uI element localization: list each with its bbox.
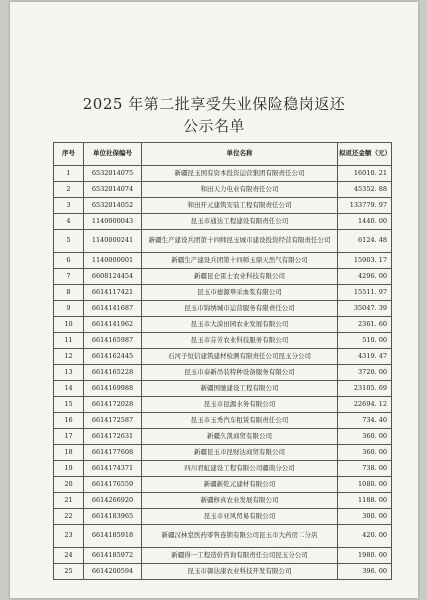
table-row [54, 548, 392, 564]
cell-code: 1140000001 [84, 253, 142, 269]
cell-code: 1140000241 [84, 230, 142, 253]
cell-name: 新疆昆玉国有资本投资运营集团有限责任公司 [142, 166, 338, 182]
cell-code: 6608124454 [84, 269, 142, 285]
table-row [54, 525, 392, 548]
cell-amount: 133779. 97 [338, 198, 392, 214]
cell-amount: 45352. 88 [338, 182, 392, 198]
cell-amount: 4319. 47 [338, 349, 392, 365]
cell-amount: 360. 00 [338, 445, 392, 461]
cell-name: 和田天力电业有限责任公司 [142, 182, 338, 198]
cell-amount: 396. 00 [338, 564, 392, 580]
cell-name: 新疆昆玉市昆财达商贸有限公司 [142, 445, 338, 461]
cell-code: 1140000043 [84, 214, 142, 230]
cell-code: 6614117421 [84, 285, 142, 301]
cell-code: 6614141687 [84, 301, 142, 317]
cell-name: 新疆久凯商贸有限公司 [142, 429, 338, 445]
table-row [54, 253, 392, 269]
cell-no: 16 [54, 413, 84, 429]
cell-amount: 1440. 00 [338, 214, 392, 230]
cell-code: 6614172631 [84, 429, 142, 445]
cell-code: 6614176559 [84, 477, 142, 493]
cell-name: 新疆国驰建设工程有限公司 [142, 381, 338, 397]
cell-no: 3 [54, 198, 84, 214]
cell-code: 6614200594 [84, 564, 142, 580]
table-row [54, 397, 392, 413]
cell-name: 昆玉市通达工程建设有限责任公司 [142, 214, 338, 230]
cell-name: 昆玉市亚风贸易有限公司 [142, 509, 338, 525]
cell-code: 6614162445 [84, 349, 142, 365]
cell-no: 5 [54, 230, 84, 253]
cell-no: 13 [54, 365, 84, 381]
column-header-name: 单位名称 [142, 143, 338, 166]
table-row [54, 429, 392, 445]
cell-amount: 16010. 21 [338, 166, 392, 182]
cell-code: 6614165228 [84, 365, 142, 381]
table-row [54, 493, 392, 509]
column-header-code: 单位社保编号 [84, 143, 142, 166]
cell-code: 6614165987 [84, 333, 142, 349]
cell-no: 21 [54, 493, 84, 509]
cell-name: 昆玉市德源畢采血浆有限公司 [142, 285, 338, 301]
cell-no: 23 [54, 525, 84, 548]
cell-code: 6532014074 [84, 182, 142, 198]
table-row [54, 317, 392, 333]
cell-amount: 300. 00 [338, 509, 392, 525]
cell-amount: 22694. 12 [338, 397, 392, 413]
table-row [54, 445, 392, 461]
table-header-row [54, 143, 392, 166]
cell-name: 新疆修真农业发展有限公司 [142, 493, 338, 509]
cell-amount: 1080. 00 [338, 477, 392, 493]
table-row [54, 182, 392, 198]
cell-name: 四川君虹建设工程有限公司疆南分公司 [142, 461, 338, 477]
cell-name: 昆玉市锦绣城市运营服务有限责任公司 [142, 301, 338, 317]
table-row [54, 413, 392, 429]
cell-no: 8 [54, 285, 84, 301]
cell-amount: 15903. 17 [338, 253, 392, 269]
cell-amount: 4296. 00 [338, 269, 392, 285]
cell-amount: 420. 00 [338, 525, 392, 548]
cell-no: 25 [54, 564, 84, 580]
cell-no: 20 [54, 477, 84, 493]
cell-amount: 1188. 00 [338, 493, 392, 509]
cell-amount: 2361. 60 [338, 317, 392, 333]
cell-no: 24 [54, 548, 84, 564]
cell-name: 昆玉市昆源水务有限公司 [142, 397, 338, 413]
table-row [54, 461, 392, 477]
cell-code: 6532014075 [84, 166, 142, 182]
roster-table [53, 142, 392, 580]
cell-no: 2 [54, 182, 84, 198]
cell-name: 新疆生产建设兵团第十四师昆玉城市建设投资经营有限责任公司 [142, 230, 338, 253]
cell-name: 昆玉市泰新吊装特种设备服务有限公司 [142, 365, 338, 381]
table-row [54, 349, 392, 365]
cell-name: 新疆生产建设兵团第十四师玉鼎天然气有限公司 [142, 253, 338, 269]
cell-name: 新疆新乾元建材有限公司 [142, 477, 338, 493]
cell-no: 12 [54, 349, 84, 365]
cell-name: 昆玉市芬芳农业科技服务有限公司 [142, 333, 338, 349]
cell-no: 10 [54, 317, 84, 333]
cell-code: 6614174371 [84, 461, 142, 477]
table-row [54, 333, 392, 349]
cell-code: 6614185918 [84, 525, 142, 548]
cell-name: 新疆得一工程造价咨询有限责任公司昆玉分公司 [142, 548, 338, 564]
cell-amount: 35047. 39 [338, 301, 392, 317]
table-row [54, 285, 392, 301]
cell-amount: 738. 00 [338, 461, 392, 477]
cell-code: 6614169988 [84, 381, 142, 397]
cell-name: 昆玉市玉秀汽车租赁有限责任公司 [142, 413, 338, 429]
table-row [54, 381, 392, 397]
cell-amount: 734. 40 [338, 413, 392, 429]
table-row [54, 230, 392, 253]
table-row [54, 166, 392, 182]
cell-no: 18 [54, 445, 84, 461]
document-title: 2025 年第二批享受失业保险稳岗返还 [82, 95, 346, 113]
cell-no: 17 [54, 429, 84, 445]
cell-no: 14 [54, 381, 84, 397]
cell-name: 昆玉市御达康农业科技开发有限公司 [142, 564, 338, 580]
column-header-amount: 拟返还金额（元） [338, 143, 392, 166]
cell-name: 新疆昆仑雷士农业科技有限公司 [142, 269, 338, 285]
cell-code: 6532014052 [84, 198, 142, 214]
cell-no: 22 [54, 509, 84, 525]
table-row [54, 301, 392, 317]
cell-code: 6614185972 [84, 548, 142, 564]
cell-no: 7 [54, 269, 84, 285]
cell-no: 19 [54, 461, 84, 477]
table-row [54, 198, 392, 214]
cell-no: 15 [54, 397, 84, 413]
table-row [54, 269, 392, 285]
cell-name: 石河子恒信建筑建材检测有限责任公司昆玉分公司 [142, 349, 338, 365]
cell-code: 6614172587 [84, 413, 142, 429]
cell-no: 9 [54, 301, 84, 317]
cell-code: 6614172028 [84, 397, 142, 413]
cell-name: 和田开元建筑安装工程有限责任公司 [142, 198, 338, 214]
cell-code: 6614183965 [84, 509, 142, 525]
table-row [54, 214, 392, 230]
cell-no: 6 [54, 253, 84, 269]
table-row [54, 509, 392, 525]
cell-code: 6614141962 [84, 317, 142, 333]
cell-no: 4 [54, 214, 84, 230]
cell-amount: 23105. 69 [338, 381, 392, 397]
cell-amount: 510. 00 [338, 333, 392, 349]
cell-amount: 1980. 00 [338, 548, 392, 564]
cell-name: 昆玉市大漠田园农业发展有限公司 [142, 317, 338, 333]
cell-amount: 3720. 00 [338, 365, 392, 381]
cell-amount: 15511. 97 [338, 285, 392, 301]
cell-amount: 6124. 48 [338, 230, 392, 253]
cell-code: 6614266920 [84, 493, 142, 509]
document-subtitle: 公示名单 [182, 117, 245, 135]
cell-no: 1 [54, 166, 84, 182]
cell-code: 6614177608 [84, 445, 142, 461]
cell-name: 新疆汉林堂医药零售连锁有限公司昆玉市大药房二分店 [142, 525, 338, 548]
cell-no: 11 [54, 333, 84, 349]
table-row [54, 477, 392, 493]
table-row [54, 365, 392, 381]
table-row [54, 564, 392, 580]
column-header-no: 序号 [54, 143, 84, 166]
cell-amount: 360. 00 [338, 429, 392, 445]
document-page [10, 2, 418, 598]
